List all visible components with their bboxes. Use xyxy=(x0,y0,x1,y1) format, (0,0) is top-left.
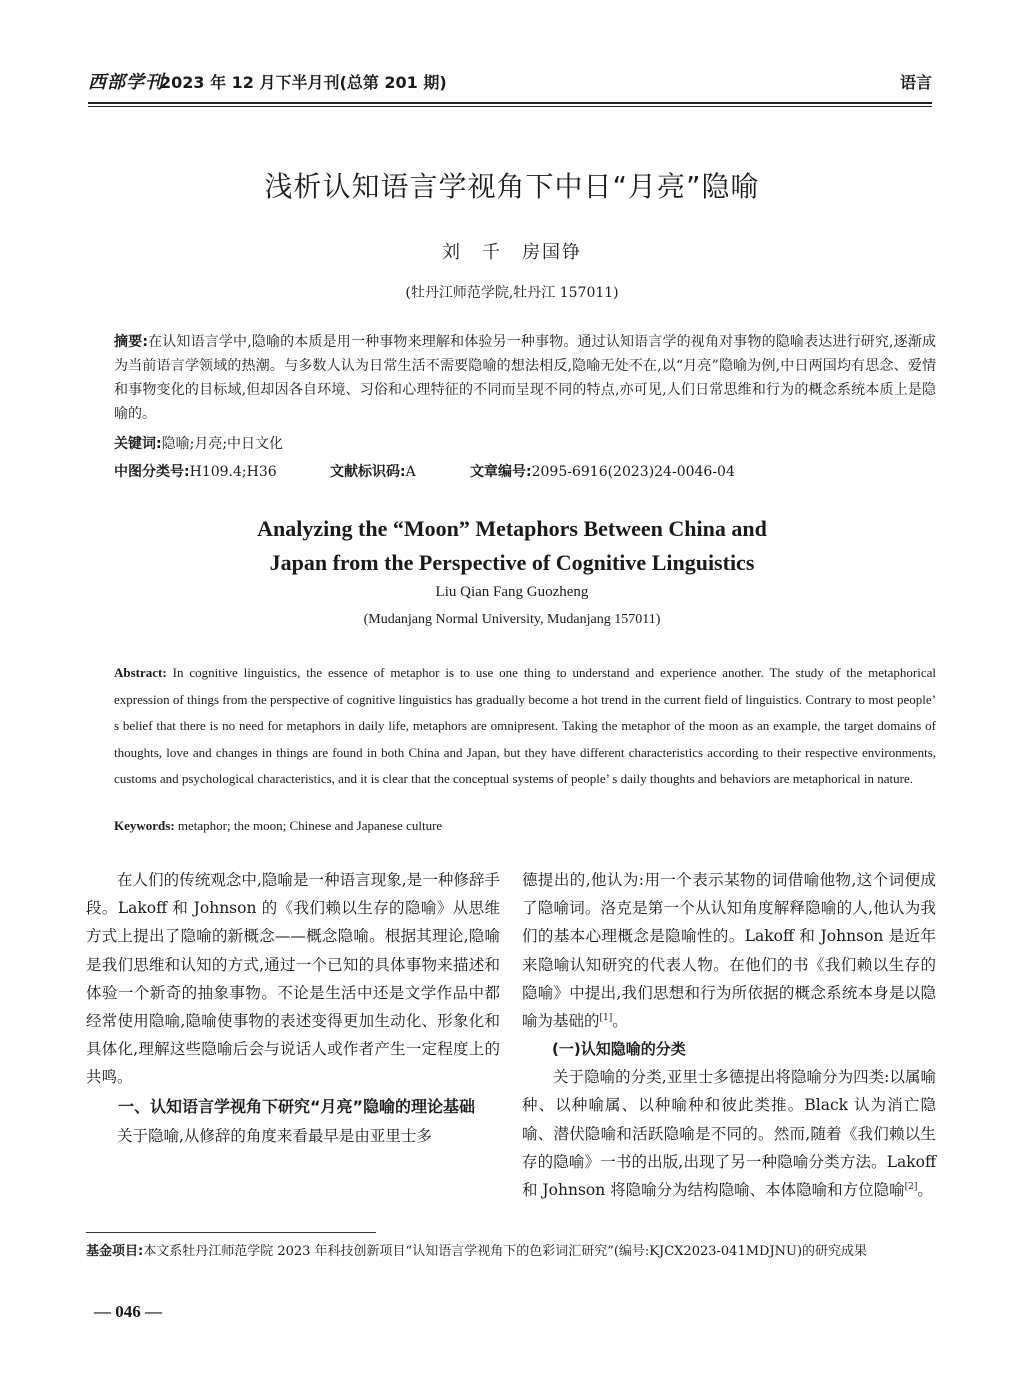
keywords-label: 关键词: xyxy=(114,436,162,452)
doc-label: 文献标识码: xyxy=(330,464,406,480)
keywords-text: 隐喻;月亮;中日文化 xyxy=(161,436,284,452)
english-authors: Liu Qian Fang Guozheng xyxy=(435,584,589,600)
clc-value: H109.4;H36 xyxy=(189,464,277,480)
body-column-right xyxy=(522,866,936,1204)
paragraph-text: 关于隐喻的分类,亚里士多德提出将隐喻分为四类:以属喻种、以种喻属、以种喻种和彼此类推。Black 认为消亡隐喻、潜伏隐喻和活跃隐喻是不同的。然而,随着《我们赖以生存的隐喻》一书的出版,出现了另一种隐喻分类方法。Lakoff 和 Johnson 将隐喻分为结构隐喻、本体隐喻和方位隐喻 xyxy=(522,1068,936,1200)
paragraph-end: 。 xyxy=(917,1181,933,1200)
section-name: 语言 xyxy=(899,73,932,92)
header-rule-thin xyxy=(88,106,932,107)
funding-footnote xyxy=(86,1240,936,1264)
funding-text: 本文系牡丹江师范学院 2023 年科技创新项目“认知语言学视角下的色彩词汇研究”(编号:KJCX2023-041MDJNU)的研究成果 xyxy=(143,1244,868,1259)
english-abstract-text: In cognitive linguistics, the essence of metaphor is to use one thing to understand and experience another. The study of the metaphorical expression of things from the perspective of cognitive linguistics has gradually become a hot trend in the current field of linguistics. Contrary to most people’ s belief that there is no need for metaphors in daily life, metaphors are omnipresent. Taking the metaphor of the moon as an example, the target domains of thoughts, love and changes in things are found in both China and Japan, but they have different characteristics according to their respective environments, customs and psychological characteristics, and it is clear that the conceptual systems of people’ s daily thoughts and behaviors are metaphorical in nature. xyxy=(114,665,937,786)
chinese-authors: 刘 千 房国铮 xyxy=(442,242,582,263)
citation[interactable]: [2] xyxy=(904,1181,918,1192)
article-number xyxy=(470,461,735,481)
clc-number xyxy=(114,461,330,481)
abstract-text: 在认知语言学中,隐喻的本质是用一种事物来理解和体验另一种事物。通过认知语言学的视角对事物的隐喻表达进行研究,逐渐成为当前语言学领域的热潮。与多数人认为日常生活不需要隐喻的想法相反,隐喻无处不在,以“月亮”隐喻为例,中日两国均有思念、爱情和事物变化的目标域,但却因各自环境、习俗和心理特征的不同而呈现不同的特点,亦可见,人们日常思维和行为的概念系统本质上是隐喻的。 xyxy=(114,334,936,422)
english-affiliation: (Mudanjang Normal University, Mudanjang 157011) xyxy=(363,612,661,627)
chinese-abstract xyxy=(114,330,936,426)
header-rule xyxy=(88,102,932,104)
section-heading: 一、认知语言学视角下研究“月亮”隐喻的理论基础 xyxy=(118,1096,476,1116)
english-title xyxy=(0,512,1024,580)
journal-name: 西部学刊 xyxy=(88,72,164,93)
body-paragraph: 在人们的传统观念中,隐喻是一种语言现象,是一种修辞手段。Lakoff 和 Johnson 的《我们赖以生存的隐喻》从思维方式上提出了隐喻的新概念——概念隐喻。根据其理论,隐喻是我们思维和认知的方式,通过一个已知的具体事物来描述和体验一个新奇的抽象事物。不论是生活中还是文学作品中都经常使用隐喻,隐喻使事物的表述变得更加生动化、形象化和具体化,理解这些隐喻后会与说话人或作者产生一定程度上的共鸣。 xyxy=(86,871,500,1087)
body-paragraph: 关于隐喻,从修辞的角度来看最早是由亚里士多 xyxy=(117,1126,432,1145)
document-code xyxy=(330,461,470,481)
english-title-line2: Japan from the Perspective of Cognitive Linguistics xyxy=(269,550,755,575)
article-value: 2095-6916(2023)24-0046-04 xyxy=(531,464,735,480)
funding-label: 基金项目: xyxy=(86,1244,144,1259)
body-paragraph xyxy=(522,866,936,1035)
english-title-line1: Analyzing the “Moon” Metaphors Between China and xyxy=(257,516,767,541)
clc-label: 中图分类号: xyxy=(114,464,190,480)
english-keywords xyxy=(114,818,442,834)
chinese-affiliation: (牡丹江师范学院,牡丹江 157011) xyxy=(405,285,619,301)
english-abstract xyxy=(114,660,936,793)
body-paragraph xyxy=(522,1063,936,1204)
running-header xyxy=(88,66,932,98)
english-keywords-label: Keywords: xyxy=(114,818,175,833)
subsection-heading: (一)认知隐喻的分类 xyxy=(552,1040,686,1059)
abstract-label: 摘要: xyxy=(114,334,148,350)
footnote-rule xyxy=(86,1232,376,1233)
chinese-keywords xyxy=(114,433,283,453)
paragraph-end: 。 xyxy=(612,1012,628,1031)
body-column-left xyxy=(86,866,500,1150)
paragraph-text: 德提出的,他认为:用一个表示某物的词借喻他物,这个词便成了隐喻词。洛克是第一个从认知角度解释隐喻的人,他认为我们的基本心理概念是隐喻性的。Lakoff 和 Johnson 是近年来隐喻认知研究的代表人物。在他们的书《我们赖以生存的隐喻》中提出,我们思想和行为所依据的概念系统本身是以隐喻为基础的 xyxy=(522,871,936,1031)
doc-value: A xyxy=(405,464,416,480)
english-abstract-label: Abstract: xyxy=(114,665,167,680)
page-number: — 046 — xyxy=(94,1302,162,1321)
chinese-title: 浅析认知语言学视角下中日“月亮”隐喻 xyxy=(264,170,760,203)
issue-info: 2023 年 12 月下半月刊(总第 201 期) xyxy=(160,73,447,92)
article-label: 文章编号: xyxy=(470,464,532,480)
classification-row xyxy=(114,461,936,481)
citation[interactable]: [1] xyxy=(599,1012,613,1023)
english-keywords-text: metaphor; the moon; Chinese and Japanese culture xyxy=(177,818,443,833)
